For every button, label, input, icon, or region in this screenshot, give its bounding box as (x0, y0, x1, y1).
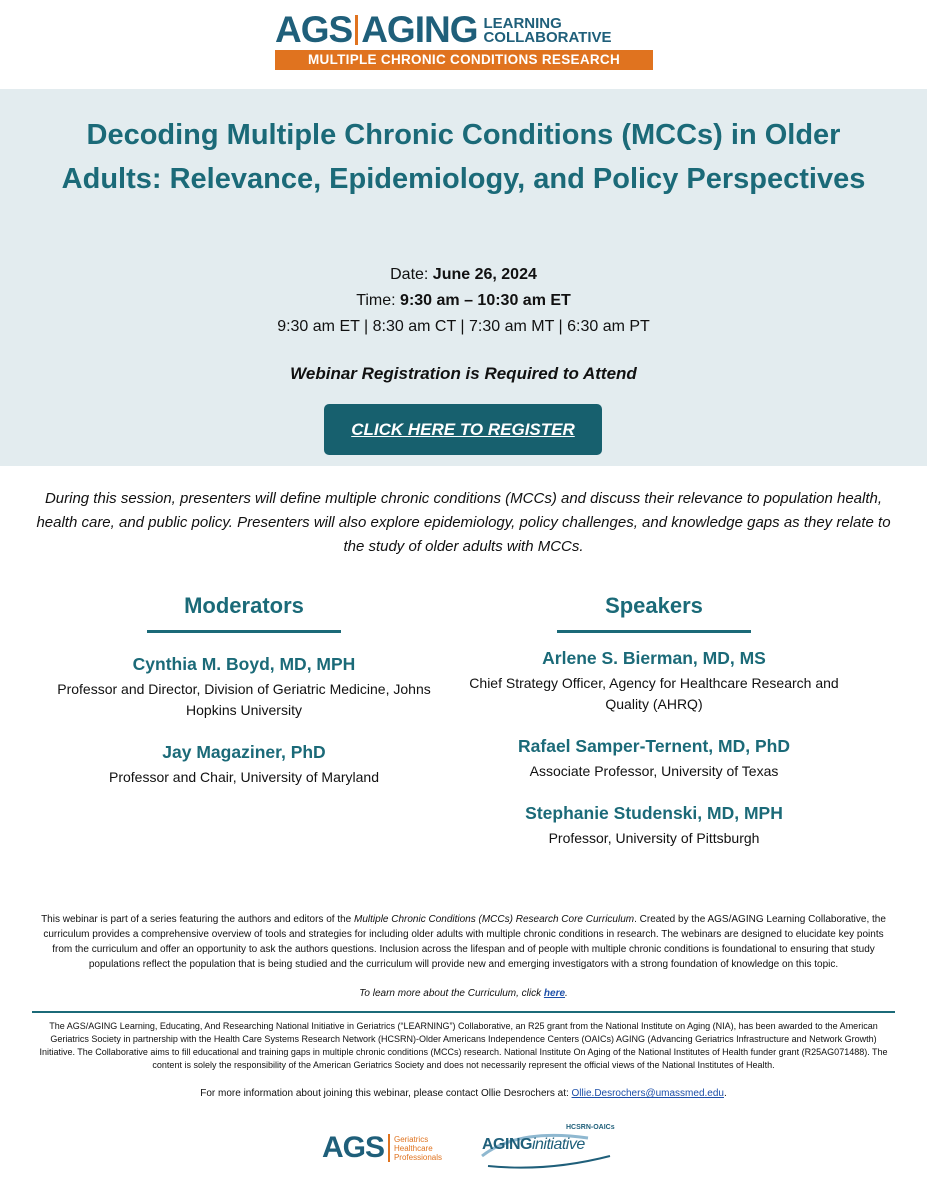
curriculum-title: Multiple Chronic Conditions (MCCs) Research Core Curriculum (354, 914, 635, 925)
speakers-divider (557, 630, 751, 633)
speaker-role: Professor, University of Pittsburgh (548, 830, 760, 846)
moderators-heading: Moderators (184, 593, 304, 618)
learn-more (0, 988, 927, 999)
moderators-divider (147, 630, 341, 633)
moderator-name: Jay Magaziner, PhD (162, 742, 326, 762)
speaker-name: Arlene S. Bierman, MD, MS (542, 648, 766, 668)
moderator-name: Cynthia M. Boyd, MD, MPH (132, 654, 356, 674)
date-label: Date: (390, 266, 433, 283)
contact-text: For more information about joining this webinar, please contact Ollie Desrochers at: (200, 1088, 572, 1099)
ags-logo (322, 1128, 442, 1168)
date-value: June 26, 2024 (432, 266, 537, 283)
speaker-name: Rafael Samper-Ternent, MD, PhD (518, 736, 790, 756)
curriculum-link[interactable]: here (543, 988, 566, 999)
logo-aging-text: AGING (361, 9, 478, 50)
time-zones: 9:30 am ET | 8:30 am CT | 7:30 am MT | 6:30 am PT (277, 318, 650, 335)
moderator-item (54, 651, 434, 721)
speaker-item (464, 800, 844, 849)
contact-end: . (723, 1088, 727, 1099)
date-line (0, 262, 927, 288)
contact-email-link[interactable]: Ollie.Desrochers@umassmed.edu (571, 1088, 724, 1099)
moderator-role: Professor and Chair, University of Maryland (109, 769, 379, 785)
time-value: 9:30 am – 10:30 am ET (400, 292, 571, 309)
logo-divider (355, 15, 358, 45)
moderators-section (54, 590, 434, 788)
event-schedule (0, 262, 927, 340)
series-text-end: . Created by the AGS/AGING Learning Collaborative, the curriculum provides a comprehensive overview of tools and strategies for including older adults with multiple chronic conditions in research. The webinars are designed to elucidate key points from the curriculum and offer an opportunity to ask the authors questions. Inclusion across the lifespan and of people with multiple chronic conditions is foundational to ensuring that study populations reflect the population that is being studied and the curriculum will provide new and emerging investigators with a strong foundation of knowledge on this topic. (43, 914, 886, 970)
page-title: Decoding Multiple Chronic Conditions (MCCs) in Older Adults: Relevance, Epidemiology, and Policy Perspectives (61, 119, 866, 195)
moderator-item (54, 739, 434, 788)
learn-more-end: . (565, 988, 568, 999)
logo-band: MULTIPLE CHRONIC CONDITIONS RESEARCH (275, 50, 653, 70)
logo-ags-text: AGS (275, 9, 353, 50)
registration-note: Webinar Registration is Required to Attend (290, 364, 637, 383)
logo-learning-collaborative (483, 17, 611, 48)
series-description (38, 912, 889, 972)
series-text-start: This webinar is part of a series featuring the authors and editors of the (41, 914, 355, 925)
moderator-role: Professor and Director, Division of Geriatric Medicine, Johns Hopkins University (57, 681, 431, 718)
ags-logo-tagline (394, 1135, 442, 1162)
aging-logo-superscript: HCSRN-OAICs (566, 1124, 615, 1131)
speaker-name: Stephanie Studenski, MD, MPH (525, 803, 783, 823)
footer-divider (32, 1011, 895, 1013)
speaker-item (464, 645, 844, 715)
ags-tagline-3: Professionals (393, 1152, 442, 1162)
speaker-role: Associate Professor, University of Texas (529, 763, 779, 779)
ags-logo-text: AGS (322, 1131, 385, 1164)
aging-logo-main: AGING (482, 1136, 532, 1153)
speakers-heading: Speakers (605, 593, 703, 618)
ags-tagline-2: Healthcare (393, 1143, 433, 1153)
ags-tagline-1: Geriatrics (393, 1134, 429, 1144)
aging-logo-initiative: initiative (531, 1136, 585, 1153)
logo-learning-text: LEARNING (483, 15, 562, 32)
aging-logo-text (482, 1136, 585, 1154)
register-button[interactable]: CLICK HERE TO REGISTER (324, 404, 602, 455)
time-label: Time: (356, 292, 401, 309)
aging-initiative-logo (478, 1124, 618, 1174)
logo-collaborative-text: COLLABORATIVE (483, 29, 612, 46)
time-line (0, 288, 927, 314)
session-description: During this session, presenters will define multiple chronic conditions (MCCs) and discuss their relevance to population health, health care, and public policy. Presenters will also explore epidemiology, policy challenges, and knowledge gaps as they relate to the study of older adults with MCCs. (36, 490, 891, 555)
speaker-role: Chief Strategy Officer, Agency for Healthcare Research and Quality (AHRQ) (469, 675, 839, 712)
ags-logo-divider (388, 1134, 390, 1162)
speakers-section (464, 590, 844, 849)
ags-aging-learning-collaborative-logo (275, 10, 653, 70)
speaker-item (464, 733, 844, 782)
grant-disclaimer: The AGS/AGING Learning, Educating, And Researching National Initiative in Geriatrics (“LEARNING”) Collaborative, an R25 grant from the National Institute on Aging (NIA), has been awarded to the American Geriatrics Society in partnership with the Health Care Systems Research Network (HCSRN)-Older Americans Independence Centers (OAICs) AGING (Advancing Geriatrics Infrastructure and Network Growth) Initiative. The Collaborative aims to fill educational and training gaps in multiple chronic conditions (MCCs) research. National Institute On Aging of the National Institutes of Health funder grant (R25AG071488). The content is solely the responsibility of the American Geriatrics Society and does not necessarily represent the official views of the National Institutes of Health. (39, 1021, 888, 1070)
contact-info (0, 1088, 927, 1099)
learn-more-text: To learn more about the Curriculum, click (359, 988, 544, 999)
